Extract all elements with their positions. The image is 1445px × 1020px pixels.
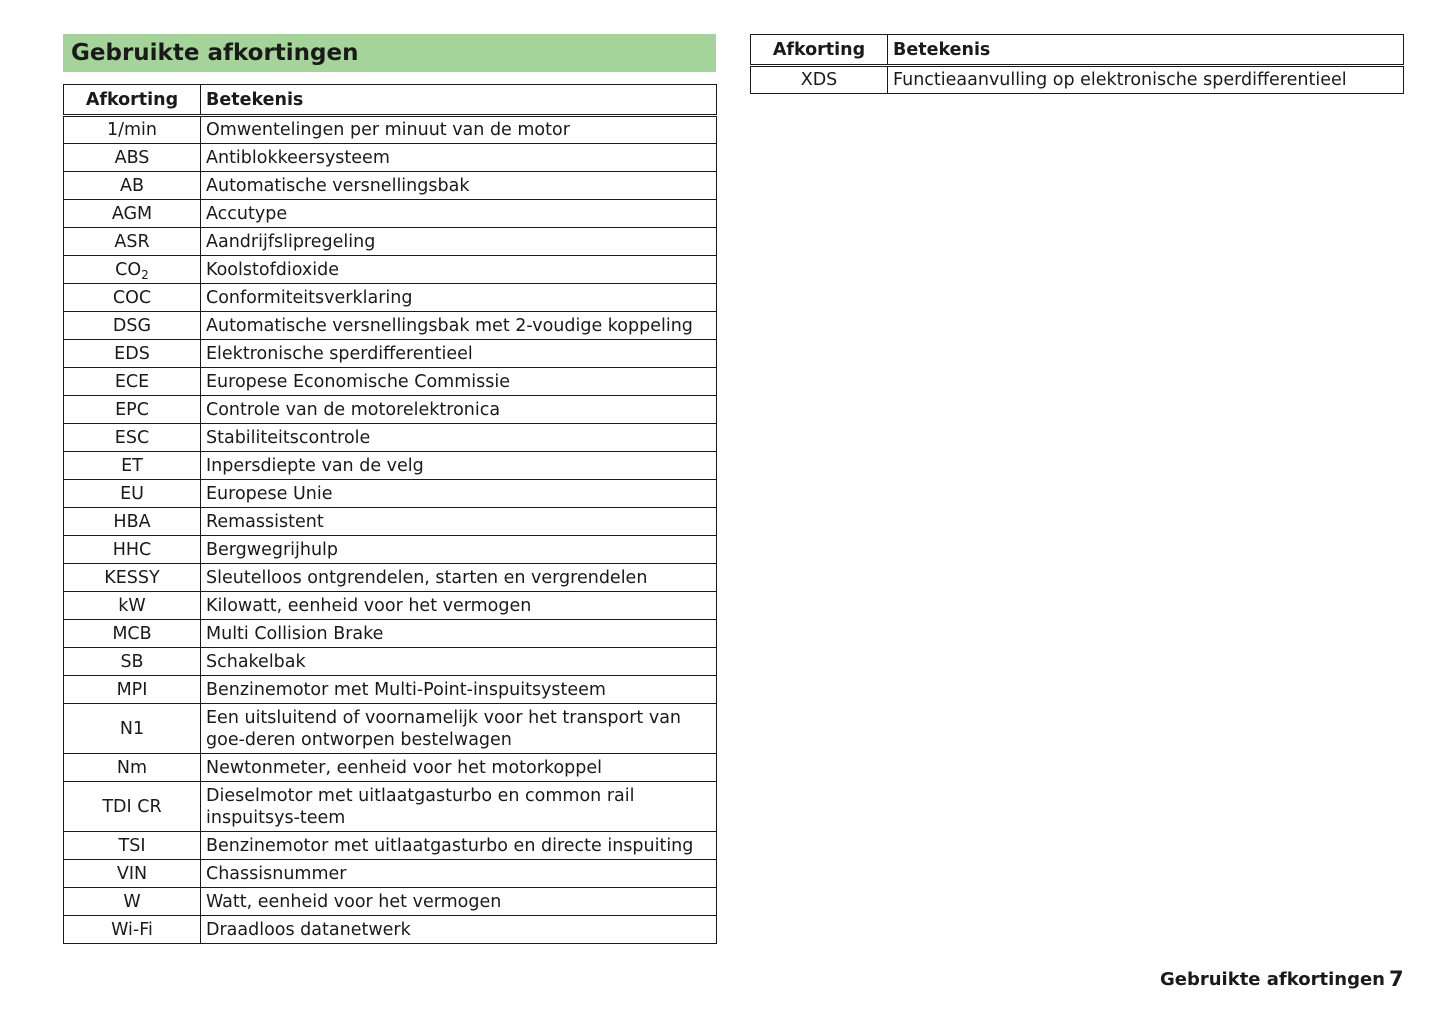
- table-row: [64, 312, 717, 340]
- abbreviation-cell: SB: [64, 648, 201, 676]
- table-row: [64, 536, 717, 564]
- abbreviations-table: [63, 84, 717, 944]
- abbreviation-text: CO: [115, 259, 142, 280]
- footer-section-title: Gebruikte afkortingen: [1160, 969, 1385, 990]
- table-row: [64, 200, 717, 228]
- meaning-cell: Een uitsluitend of voornamelijk voor het transport van goe-deren ontworpen bestelwagen: [201, 704, 717, 754]
- table-row: [64, 396, 717, 424]
- meaning-cell: Aandrijfslipregeling: [201, 228, 717, 256]
- meaning-cell: Functieaanvulling op elektronische sperdifferentieel: [888, 66, 1404, 94]
- abbreviation-cell: ET: [64, 452, 201, 480]
- table-row: [64, 620, 717, 648]
- abbreviation-cell: KESSY: [64, 564, 201, 592]
- table-row: [64, 860, 717, 888]
- abbreviation-cell: ECE: [64, 368, 201, 396]
- meaning-cell: Automatische versnellingsbak met 2-voudige koppeling: [201, 312, 717, 340]
- table-row: [64, 704, 717, 754]
- table-row: [64, 424, 717, 452]
- meaning-cell: Remassistent: [201, 508, 717, 536]
- abbreviation-cell: kW: [64, 592, 201, 620]
- table-row: [64, 480, 717, 508]
- table-row: [64, 754, 717, 782]
- abbreviation-cell: EPC: [64, 396, 201, 424]
- abbreviation-cell: ESC: [64, 424, 201, 452]
- meaning-cell: Multi Collision Brake: [201, 620, 717, 648]
- meaning-cell: Automatische versnellingsbak: [201, 172, 717, 200]
- meaning-cell: Elektronische sperdifferentieel: [201, 340, 717, 368]
- meaning-cell: Omwentelingen per minuut van de motor: [201, 116, 717, 144]
- table-row: [64, 340, 717, 368]
- abbreviation-cell: COC: [64, 284, 201, 312]
- abbreviation-cell: EDS: [64, 340, 201, 368]
- abbreviation-cell: HHC: [64, 536, 201, 564]
- meaning-cell: Draadloos datanetwerk: [201, 916, 717, 944]
- table-row: [64, 256, 717, 284]
- table-row: [64, 228, 717, 256]
- table-row: [64, 648, 717, 676]
- abbreviation-cell: [64, 256, 201, 284]
- table-row: [64, 592, 717, 620]
- meaning-cell: Inpersdiepte van de velg: [201, 452, 717, 480]
- table-row: [64, 284, 717, 312]
- abbreviation-cell: AB: [64, 172, 201, 200]
- meaning-cell: Chassisnummer: [201, 860, 717, 888]
- meaning-cell: Antiblokkeersysteem: [201, 144, 717, 172]
- abbreviation-cell: HBA: [64, 508, 201, 536]
- abbreviation-cell: ABS: [64, 144, 201, 172]
- page-number: 7: [1389, 967, 1404, 991]
- table-row: [64, 116, 717, 144]
- table-row: [64, 832, 717, 860]
- header-meaning: Betekenis: [201, 85, 717, 116]
- header-meaning: Betekenis: [888, 35, 1404, 66]
- abbreviation-cell: Wi-Fi: [64, 916, 201, 944]
- table-row: [64, 508, 717, 536]
- meaning-cell: Benzinemotor met uitlaatgasturbo en directe inspuiting: [201, 832, 717, 860]
- meaning-cell: Controle van de motorelektronica: [201, 396, 717, 424]
- meaning-cell: Sleutelloos ontgrendelen, starten en vergrendelen: [201, 564, 717, 592]
- table-row: [64, 172, 717, 200]
- abbreviations-table-continued: [750, 34, 1404, 94]
- abbreviation-cell: DSG: [64, 312, 201, 340]
- abbreviation-cell: W: [64, 888, 201, 916]
- meaning-cell: Koolstofdioxide: [201, 256, 717, 284]
- table-row: [751, 66, 1404, 94]
- abbreviation-cell: ASR: [64, 228, 201, 256]
- table-row: [64, 452, 717, 480]
- header-abbreviation: Afkorting: [64, 85, 201, 116]
- abbreviation-cell: TSI: [64, 832, 201, 860]
- meaning-cell: Benzinemotor met Multi-Point-inspuitsysteem: [201, 676, 717, 704]
- table-row: [64, 564, 717, 592]
- table-row: [64, 782, 717, 832]
- abbreviation-cell: EU: [64, 480, 201, 508]
- meaning-cell: Conformiteitsverklaring: [201, 284, 717, 312]
- table-row: [64, 368, 717, 396]
- table-header-row: [751, 35, 1404, 66]
- subscript-text: 2: [141, 267, 149, 282]
- meaning-cell: Schakelbak: [201, 648, 717, 676]
- abbreviation-cell: MPI: [64, 676, 201, 704]
- header-abbreviation: Afkorting: [751, 35, 888, 66]
- abbreviation-cell: N1: [64, 704, 201, 754]
- meaning-cell: Watt, eenheid voor het vermogen: [201, 888, 717, 916]
- table-row: [64, 144, 717, 172]
- meaning-cell: Europese Unie: [201, 480, 717, 508]
- meaning-cell: Accutype: [201, 200, 717, 228]
- table-header-row: [64, 85, 717, 116]
- abbreviation-cell: 1/min: [64, 116, 201, 144]
- meaning-cell: Newtonmeter, eenheid voor het motorkoppel: [201, 754, 717, 782]
- meaning-cell: Dieselmotor met uitlaatgasturbo en common rail inspuitsys-teem: [201, 782, 717, 832]
- meaning-cell: Kilowatt, eenheid voor het vermogen: [201, 592, 717, 620]
- table-row: [64, 916, 717, 944]
- meaning-cell: Stabiliteitscontrole: [201, 424, 717, 452]
- section-title: Gebruikte afkortingen: [63, 34, 716, 72]
- abbreviation-cell: MCB: [64, 620, 201, 648]
- abbreviation-cell: Nm: [64, 754, 201, 782]
- abbreviation-cell: TDI CR: [64, 782, 201, 832]
- meaning-cell: Bergwegrijhulp: [201, 536, 717, 564]
- abbreviation-cell: VIN: [64, 860, 201, 888]
- abbreviation-cell: XDS: [751, 66, 888, 94]
- abbreviation-cell: AGM: [64, 200, 201, 228]
- meaning-cell: Europese Economische Commissie: [201, 368, 717, 396]
- table-row: [64, 888, 717, 916]
- table-row: [64, 676, 717, 704]
